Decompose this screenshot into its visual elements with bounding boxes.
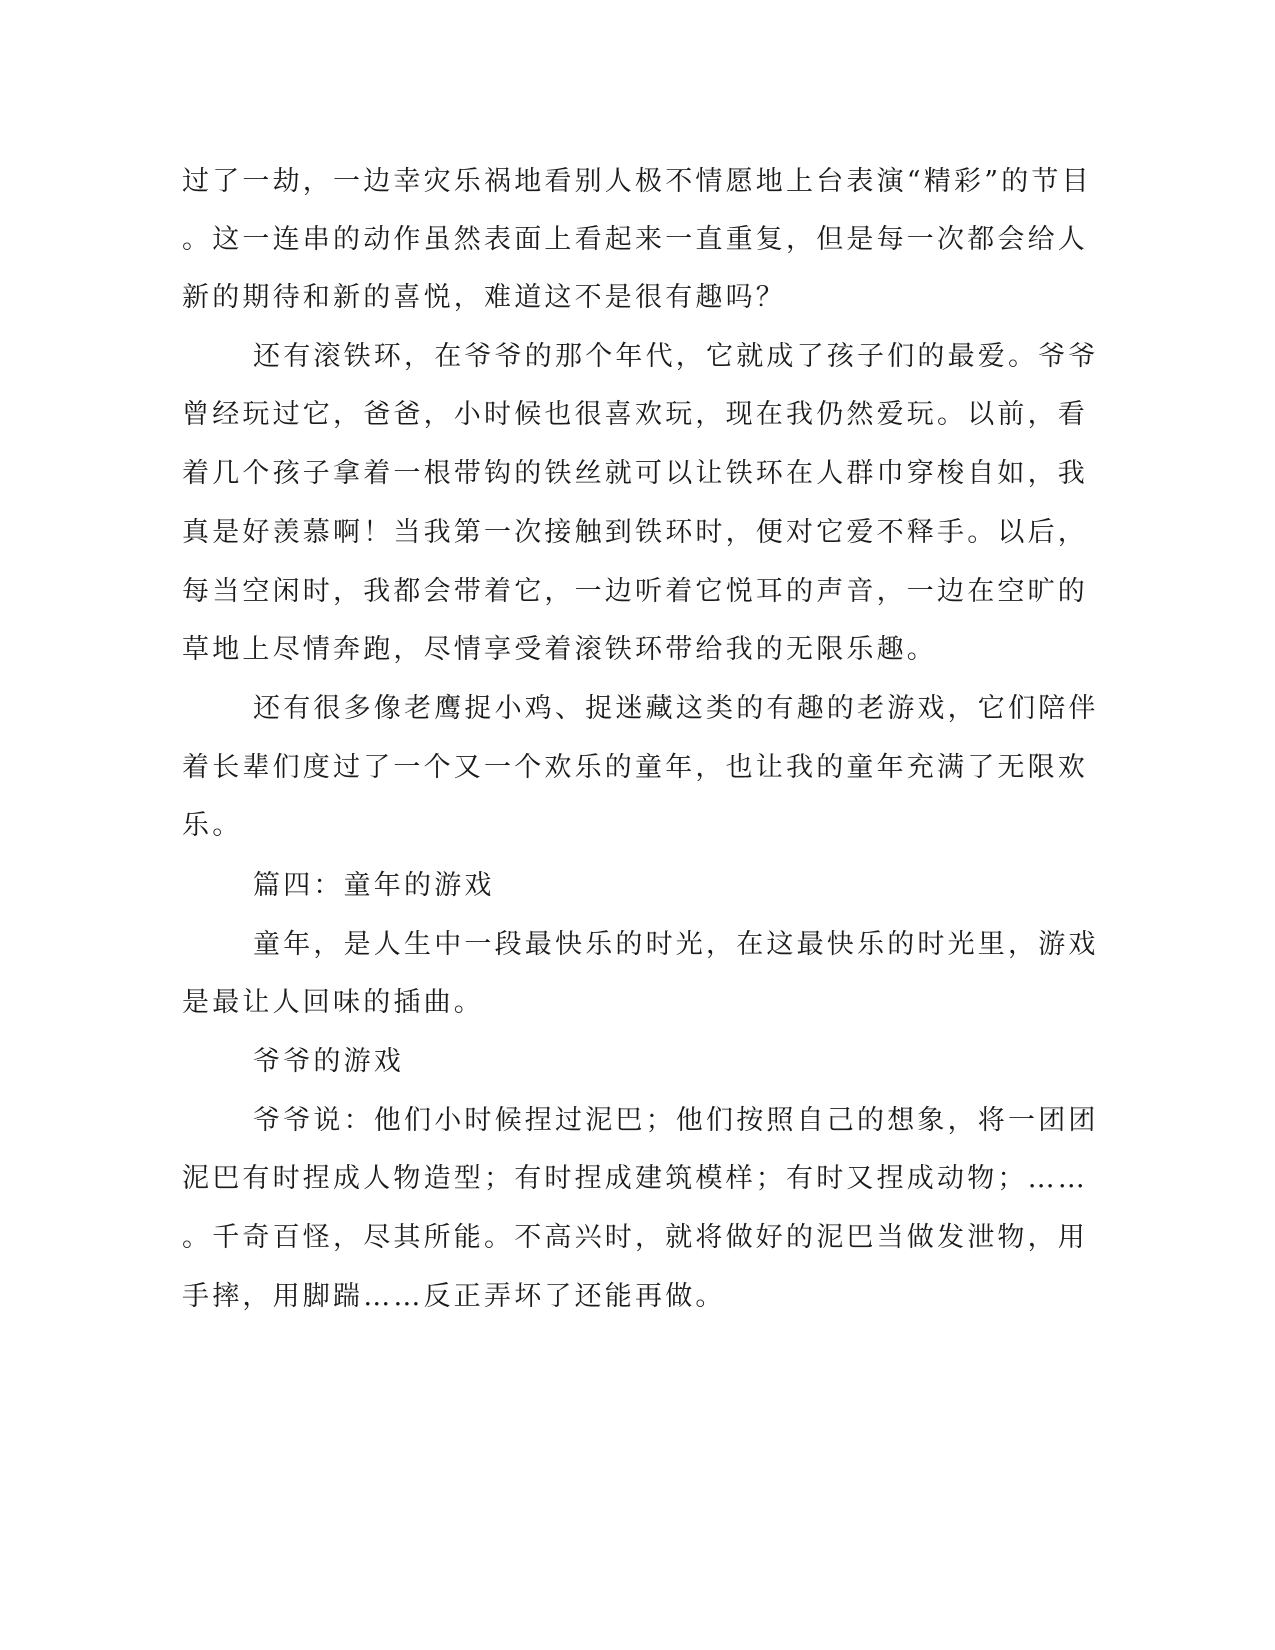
paragraph-start-line: 童年，是人生中一段最快乐的时光，在这最快乐的时光里，游戏 [253,929,1099,960]
section-heading: 篇四：童年的游戏 [253,870,495,901]
paragraph-start-line: 还有很多像老鹰捉小鸡、捉迷藏这类的有趣的老游戏，它们陪伴 [253,693,1099,724]
text-line: 泥巴有时捏成人物造型；有时捏成建筑模样；有时又捏成动物；…… [182,1163,1088,1194]
paragraph-start-line: 爷爷说：他们小时候捏过泥巴；他们按照自己的想象，将一团团 [253,1105,1099,1136]
text-line: 草地上尽情奔跑，尽情享受着滚铁环带给我的无限乐趣。 [182,634,937,665]
text-line: 曾经玩过它，爸爸，小时候也很喜欢玩，现在我仍然爱玩。以前，看 [182,399,1088,430]
text-line: 着几个孩子拿着一根带钩的铁丝就可以让铁环在人群巾穿梭自如，我 [182,458,1088,489]
text-line: 是最让人回味的插曲。 [182,987,484,1018]
text-line: 。千奇百怪，尽其所能。不高兴时，就将做好的泥巴当做发泄物，用 [182,1222,1088,1253]
text-line: 手摔，用脚踹……反正弄坏了还能再做。 [182,1281,726,1312]
text-line: 着长辈们度过了一个又一个欢乐的童年，也让我的童年充满了无限欢 [182,752,1088,783]
subheading: 爷爷的游戏 [253,1046,404,1077]
text-line: 。这一连串的动作虽然表面上看起来一直重复，但是每一次都会给人 [182,224,1088,255]
text-line: 真是好羡慕啊！当我第一次接触到铁环时，便对它爱不释手。以后， [182,517,1088,548]
paragraph-start-line: 还有滚铁环，在爷爷的那个年代，它就成了孩子们的最爱。爷爷 [253,341,1099,372]
text-line: 每当空闲时，我都会带着它，一边听着它悦耳的声音，一边在空旷的 [182,576,1088,607]
text-line: 乐。 [182,810,243,841]
text-line: 新的期待和新的喜悦，难道这不是很有趣吗？ [182,282,786,313]
text-line: 过了一劫，一边幸灾乐祸地看别人极不情愿地上台表演“精彩”的节目 [182,166,1092,197]
